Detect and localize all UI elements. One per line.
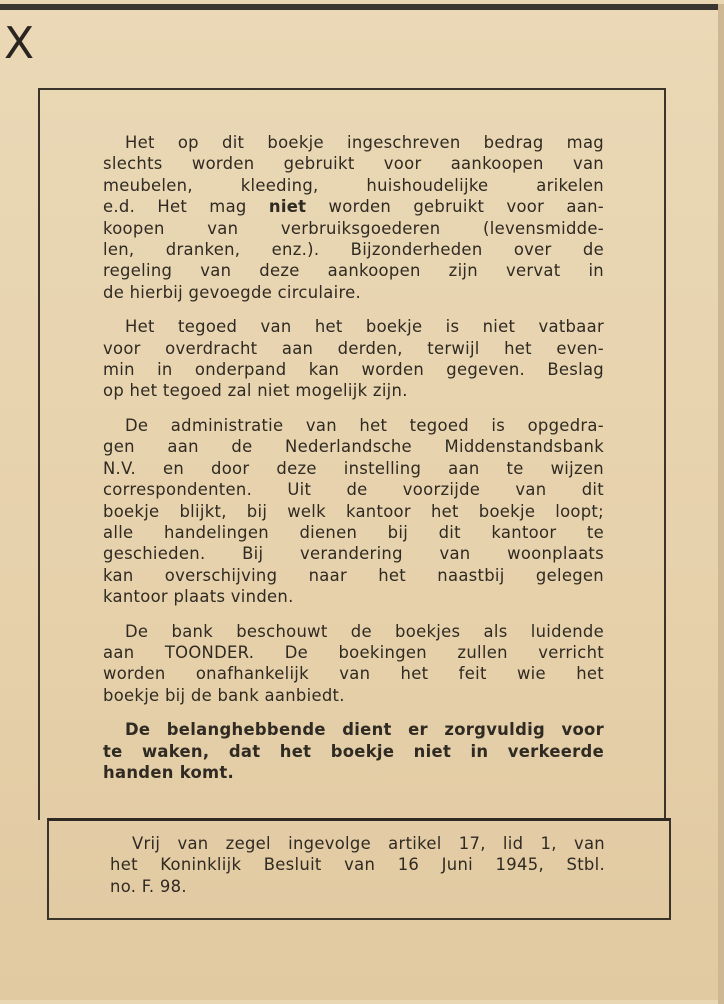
- paragraph: [103, 316, 604, 402]
- text-line: het Koninklijk Besluit van 16 Juni 1945, Stbl.: [110, 855, 605, 875]
- page-edge: [718, 4, 724, 1004]
- text-line: worden onafhankelijk van het feit wie het: [103, 664, 604, 684]
- text-line: De belanghebbende dient er zorgvuldig voor: [125, 720, 604, 740]
- terms-text: [103, 132, 604, 796]
- text-line: handen komt.: [103, 762, 235, 782]
- text-line: correspondenten. Uit de voorzijde van dit: [103, 480, 604, 500]
- text-line: alle handelingen dienen bij dit kantoor te: [103, 522, 604, 542]
- text-line: voor overdracht aan derden, terwijl het even-: [103, 338, 604, 358]
- text-line: Het op dit boekje ingeschreven bedrag mag: [125, 133, 604, 152]
- paragraph: [103, 621, 604, 707]
- text-line: regeling van deze aankoopen zijn vervat in: [103, 261, 604, 281]
- text-line: de hierbij gevoegde circulaire.: [103, 282, 362, 302]
- text-line: kan overschijving naar het naastbij gelegen: [103, 565, 604, 585]
- stamp-duty-note: [110, 833, 605, 910]
- text-line: kantoor plaats vinden.: [103, 587, 294, 607]
- text-segment: worden gebruikt voor aan-: [306, 197, 604, 217]
- footer-paragraph: [110, 833, 605, 897]
- scan-edge: [0, 4, 724, 10]
- text-line: no. F. 98.: [110, 876, 187, 896]
- text-line: geschieden. Bij verandering van woonplaats: [103, 544, 604, 564]
- text-line: min in onderpand kan worden gegeven. Beslag: [103, 360, 604, 380]
- booklet-page: [0, 4, 724, 1000]
- text-line: Vrij van zegel ingevolge artikel 17, lid 1, van: [132, 834, 605, 853]
- text-line: boekje blijkt, bij welk kantoor het boekje loopt;: [103, 501, 604, 521]
- text-line: meubelen, kleeding, huishoudelijke arikelen: [103, 175, 604, 195]
- paragraph: [103, 415, 604, 608]
- text-segment: e.d. Het mag: [103, 197, 269, 217]
- text-line: Het tegoed van het boekje is niet vatbaar: [125, 317, 604, 337]
- text-line: te waken, dat het boekje niet in verkeerde: [103, 741, 604, 761]
- text-line: De administratie van het tegoed is opgedra-: [125, 415, 604, 435]
- text-line: De bank beschouwt de boekjes als luidende: [125, 621, 604, 641]
- paragraph: [103, 719, 604, 783]
- text-line: len, dranken, enz.). Bijzonderheden over de: [103, 240, 604, 260]
- text-line: op het tegoed zal niet mogelijk zijn.: [103, 381, 408, 401]
- text-line: slechts worden gebruikt voor aankoopen van: [103, 154, 604, 174]
- text-line: aan TOONDER. De boekingen zullen verricht: [103, 642, 604, 662]
- text-line: koopen van verbruiksgoederen (levensmidde-: [103, 218, 604, 238]
- emphasis: niet: [268, 197, 307, 217]
- corner-mark: X: [4, 18, 35, 69]
- text-line: [103, 196, 604, 217]
- text-line: N.V. en door deze instelling aan te wijzen: [103, 458, 604, 478]
- text-line: gen aan de Nederlandsche Middenstandsbank: [103, 437, 604, 457]
- text-line: boekje bij de bank aanbiedt.: [103, 685, 345, 705]
- paragraph: [103, 132, 604, 303]
